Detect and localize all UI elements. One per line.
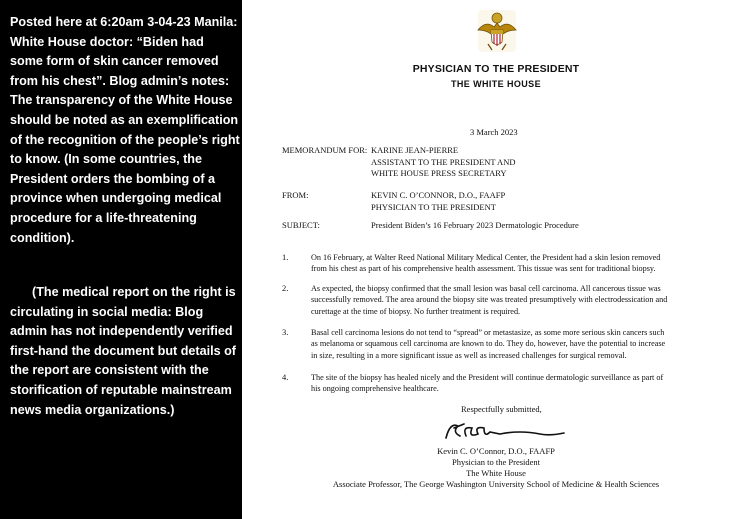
signer-title: Physician to the President	[451, 457, 541, 467]
memo-for-recipient	[371, 145, 515, 180]
paragraph-line: in size, resulting in a more significant issue as well as increased challenges for surgical removal.	[311, 350, 627, 360]
memo-paragraph	[311, 327, 743, 361]
letterhead-office: PHYSICIAN TO THE PRESIDENT	[412, 63, 580, 75]
memo-from-sender	[371, 190, 505, 213]
memo-paragraph	[311, 252, 743, 275]
blog-disclaimer-text: (The medical report on the right is circulating in social media: Blog admin has not independently verified first-hand the document but details of the report are consistent with the storification of reputable mainstream news media organizations.)	[10, 285, 236, 417]
signer-affiliation: Associate Professor, The George Washington University School of Medicine & Health Sciences	[332, 479, 660, 489]
paragraph-line: As expected, the biopsy confirmed that the small lesion was basal cell carcinoma. All cancerous tissue was	[311, 284, 661, 293]
paragraph-line: successfully removed. The area around the biopsy site was treated presumptively with electrodessication and	[311, 295, 668, 305]
paragraph-number: 1.	[282, 252, 289, 262]
memo-closing: Respectfully submitted,	[461, 404, 542, 414]
blog-note-panel	[0, 0, 242, 519]
paragraph-number: 4.	[282, 372, 289, 382]
signer-office: The White House	[466, 468, 526, 478]
paragraph-line: as melanoma or squamous cell carcinoma are known to do. They do, however, have the potential to increase	[311, 339, 666, 349]
presidential-seal-icon	[474, 8, 520, 54]
memo-subject: President Biden’s 16 February 2023 Dermatologic Procedure	[371, 220, 579, 230]
memo-from-label: FROM:	[282, 190, 309, 200]
memo-paragraph	[311, 372, 743, 395]
paragraph-line: from his chest as part of his comprehensive health assessment. This tissue was sent for traditional biopsy.	[311, 264, 656, 274]
paragraph-line: On 16 February, at Walter Reed National Military Medical Center, the President had a skin lesion removed	[311, 253, 661, 262]
blog-intro-text: Posted here at 6:20am 3-04-23 Manila: White House doctor: “Biden had some form of skin cancer removed from his chest”. Blog admin’s notes: The transparency of the White House should be noted as an exemplification of the recognition of the people’s right to know. (In some countries, the President orders the bombing of a province when undergoing medical procedure for a life-threatening condition).	[10, 15, 240, 245]
memo-from-line: KEVIN C. O’CONNOR, D.O., FAAFP	[371, 190, 506, 200]
memo-for-line: KARINE JEAN-PIERRE	[371, 145, 459, 155]
memo-for-line: WHITE HOUSE PRESS SECRETARY	[371, 168, 507, 178]
memo-for-label: MEMORANDUM FOR:	[282, 145, 368, 155]
paragraph-number: 2.	[282, 283, 289, 293]
paragraph-line: The site of the biopsy has healed nicely and the President will continue dermatologic surveillance as part of	[311, 373, 664, 382]
letterhead-house: THE WHITE HOUSE	[450, 79, 541, 89]
paragraph-number: 3.	[282, 327, 289, 337]
signer-name: Kevin C. O’Connor, D.O., FAAFP	[437, 446, 555, 456]
paragraph-line: curettage at the time of biopsy. No further treatment is required.	[311, 306, 521, 316]
memo-from-line: PHYSICIAN TO THE PRESIDENT	[371, 201, 496, 212]
medical-memo-document	[242, 0, 750, 519]
memo-paragraph	[311, 283, 743, 317]
paragraph-line: his ongoing comprehensive healthcare.	[311, 384, 439, 394]
paragraph-line: Basal cell carcinoma lesions do not tend to “spread” or metastasize, as some more serious skin cancers such	[311, 328, 665, 337]
memo-for-line: ASSISTANT TO THE PRESIDENT AND	[371, 156, 516, 167]
handwritten-signature	[440, 416, 570, 446]
memo-subject-label: SUBJECT:	[282, 220, 320, 230]
memo-date: 3 March 2023	[470, 127, 518, 137]
